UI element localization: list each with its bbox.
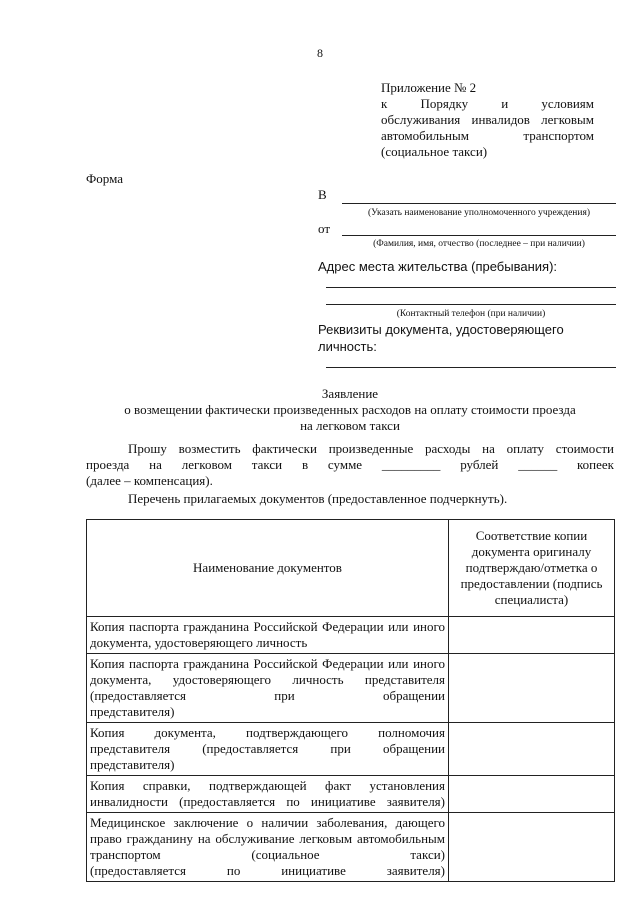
document-name bbox=[87, 654, 449, 723]
statement-body bbox=[86, 441, 614, 507]
table-header-row bbox=[87, 520, 615, 617]
confirmation-cell[interactable] bbox=[449, 813, 615, 882]
col-header-documents: Наименование документов bbox=[87, 520, 449, 617]
title-line: Заявление bbox=[321, 386, 379, 401]
appendix-line: обслуживания инвалидов легковым bbox=[381, 112, 594, 127]
document-text-end: инвалидности (предоставляется по инициативе заявителя) bbox=[90, 794, 445, 809]
statement-title bbox=[86, 386, 614, 434]
document-text-end: представителя) bbox=[90, 704, 175, 719]
document-text-end: представителя) bbox=[90, 757, 175, 772]
appendix-line: к Порядку и условиям bbox=[381, 96, 594, 111]
phone-hint: (Контактный телефон (при наличии) bbox=[396, 309, 546, 319]
body-line: (далее – компенсация). bbox=[86, 473, 213, 488]
document-text: Копия документа, подтверждающего полномочия представителя (предоставляется при обращении bbox=[90, 725, 445, 756]
from-field-line[interactable] bbox=[342, 235, 616, 236]
appendix-title: Приложение № 2 bbox=[381, 80, 477, 95]
confirmation-cell[interactable] bbox=[449, 654, 615, 723]
document-name bbox=[87, 723, 449, 776]
address-label: Адрес места жительства (пребывания): bbox=[318, 259, 558, 274]
body-line: Прошу возместить фактически произведенные расходы на оплату стоимости bbox=[128, 441, 614, 456]
documents-table bbox=[86, 519, 615, 882]
appendix-block bbox=[381, 80, 594, 160]
title-line: о возмещении фактически произведенных расходов на оплату стоимости проезда bbox=[124, 402, 576, 417]
page-number: 8 bbox=[317, 46, 323, 60]
form-label: Форма bbox=[86, 171, 123, 186]
document-text: Копия паспорта гражданина Российской Федерации или иного документа, удостоверяющего личность представителя (предоставляется при обращении bbox=[90, 656, 445, 703]
col-header-confirmation: Соответствие копии документа оригиналу подтверждаю/отметка о предоставлении (подпись специалиста) bbox=[449, 520, 615, 617]
to-field-line[interactable] bbox=[342, 203, 616, 204]
confirmation-cell[interactable] bbox=[449, 617, 615, 654]
to-prefix: В bbox=[318, 187, 327, 202]
document-name bbox=[87, 776, 449, 813]
appendix-line: автомобильным транспортом bbox=[381, 128, 594, 143]
table-row bbox=[87, 654, 615, 723]
confirmation-cell[interactable] bbox=[449, 776, 615, 813]
address-line-2[interactable] bbox=[326, 304, 616, 305]
title-line: на легковом такси bbox=[300, 418, 400, 433]
id-doc-line[interactable] bbox=[326, 367, 616, 368]
address-line-1[interactable] bbox=[326, 287, 616, 288]
document-name bbox=[87, 813, 449, 882]
document-text: Копия справки, подтверждающей факт установления bbox=[90, 778, 445, 793]
document-text: Медицинское заключение о наличии заболевания, дающего право гражданину на обслуживание легковым автомобильным транспортом (социальное такси) bbox=[90, 815, 445, 862]
document-text: Копия паспорта гражданина Российской Федерации или иного документа, удостоверяющего личность bbox=[90, 619, 445, 650]
to-hint: (Указать наименование уполномоченного учреждения) bbox=[368, 208, 590, 218]
table-row bbox=[87, 723, 615, 776]
confirmation-cell[interactable] bbox=[449, 723, 615, 776]
from-prefix: от bbox=[318, 221, 331, 236]
body-line: проезда на легковом такси в сумме _________ рублей ______ копеек bbox=[86, 457, 614, 472]
from-hint: (Фамилия, имя, отчество (последнее – при наличии) bbox=[373, 239, 585, 249]
appendix-line: (социальное такси) bbox=[381, 144, 488, 159]
table-row bbox=[87, 776, 615, 813]
id-doc-label-2: личность: bbox=[318, 339, 377, 354]
table-row bbox=[87, 617, 615, 654]
id-doc-label: Реквизиты документа, удостоверяющего bbox=[318, 322, 564, 337]
table-row bbox=[87, 813, 615, 882]
document-text-end: (предоставляется по инициативе заявителя) bbox=[90, 863, 445, 878]
body-line: Перечень прилагаемых документов (предоставленное подчеркнуть). bbox=[128, 491, 508, 506]
document-name bbox=[87, 617, 449, 654]
